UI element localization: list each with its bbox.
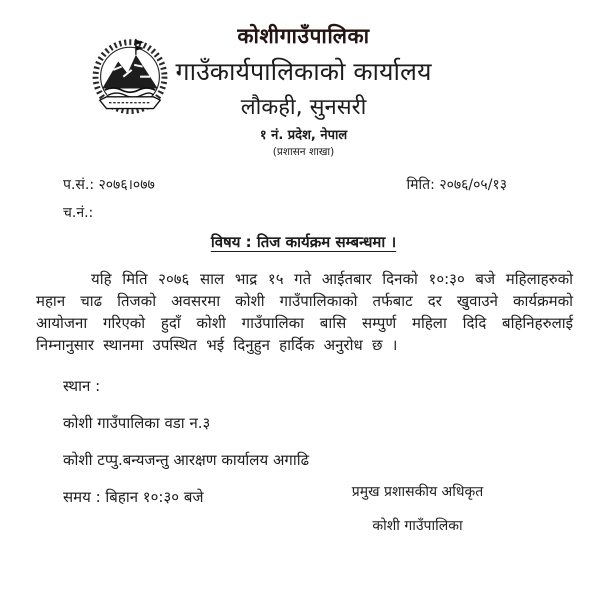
subject-line: विषय : तिज कार्यक्रम सम्बन्धमा ।: [210, 233, 397, 251]
place-line-1: कोशी गाउँपालिका वडा न.३: [63, 414, 211, 432]
office-address: लौकही, सुनसरी: [240, 95, 367, 120]
ref-number-value: २०७६।०७७: [98, 177, 155, 193]
signatory-title: प्रमुख प्रशासकीय अधिकृत: [351, 484, 484, 500]
signature-block: [330, 482, 505, 535]
signatory-organization: कोशी गाउँपालिका: [372, 518, 463, 534]
municipality-crest-icon: [88, 32, 172, 118]
office-name: गाउँकार्यपालिकाको कार्यालय: [175, 57, 432, 86]
chalani-row: [0, 203, 607, 222]
letter-date: [407, 175, 507, 194]
chalani-label: च.नं.:: [63, 205, 94, 221]
ref-number-label: प.सं.:: [63, 177, 95, 193]
place-label: स्थान :: [63, 377, 101, 395]
municipality-name: कोशीगाउँपालिका: [237, 24, 370, 48]
body-paragraph: यहि मिति २०७६ साल भाद्र १५ गते आईतबार दिनको १०:३० बजे महिलाहरुको महान चाढ तिजको अवसरमा कोशी गाउँपालिकाको तर्फबाट दर खुवाउने कार्यक्रमको आयोजना गरिएको हुदाँ कोशी गाउँपालिका बासि सम्पुर्ण महिला दिदि बहिनिहरुलाई निम्नानुसार स्थानमा उपस्थित भई दिनुहुन हार्दिक अनुरोध छ ।: [36, 270, 573, 354]
time-line: समय : बिहान १०:३० बजे: [63, 488, 204, 506]
letterhead: [0, 0, 607, 159]
section-line: (प्रशासन शाखा): [272, 146, 335, 158]
place-line-2: कोशी टप्पु.बन्यजन्तु आरक्षण कार्यालय अगाढि: [63, 451, 310, 469]
ref-number: [63, 175, 155, 194]
date-value: २०७६/०५/१३: [439, 177, 507, 193]
date-label: मिति:: [406, 177, 435, 193]
reference-row: [0, 175, 607, 194]
province-line: १ नं. प्रदेश, नेपाल: [259, 128, 348, 143]
